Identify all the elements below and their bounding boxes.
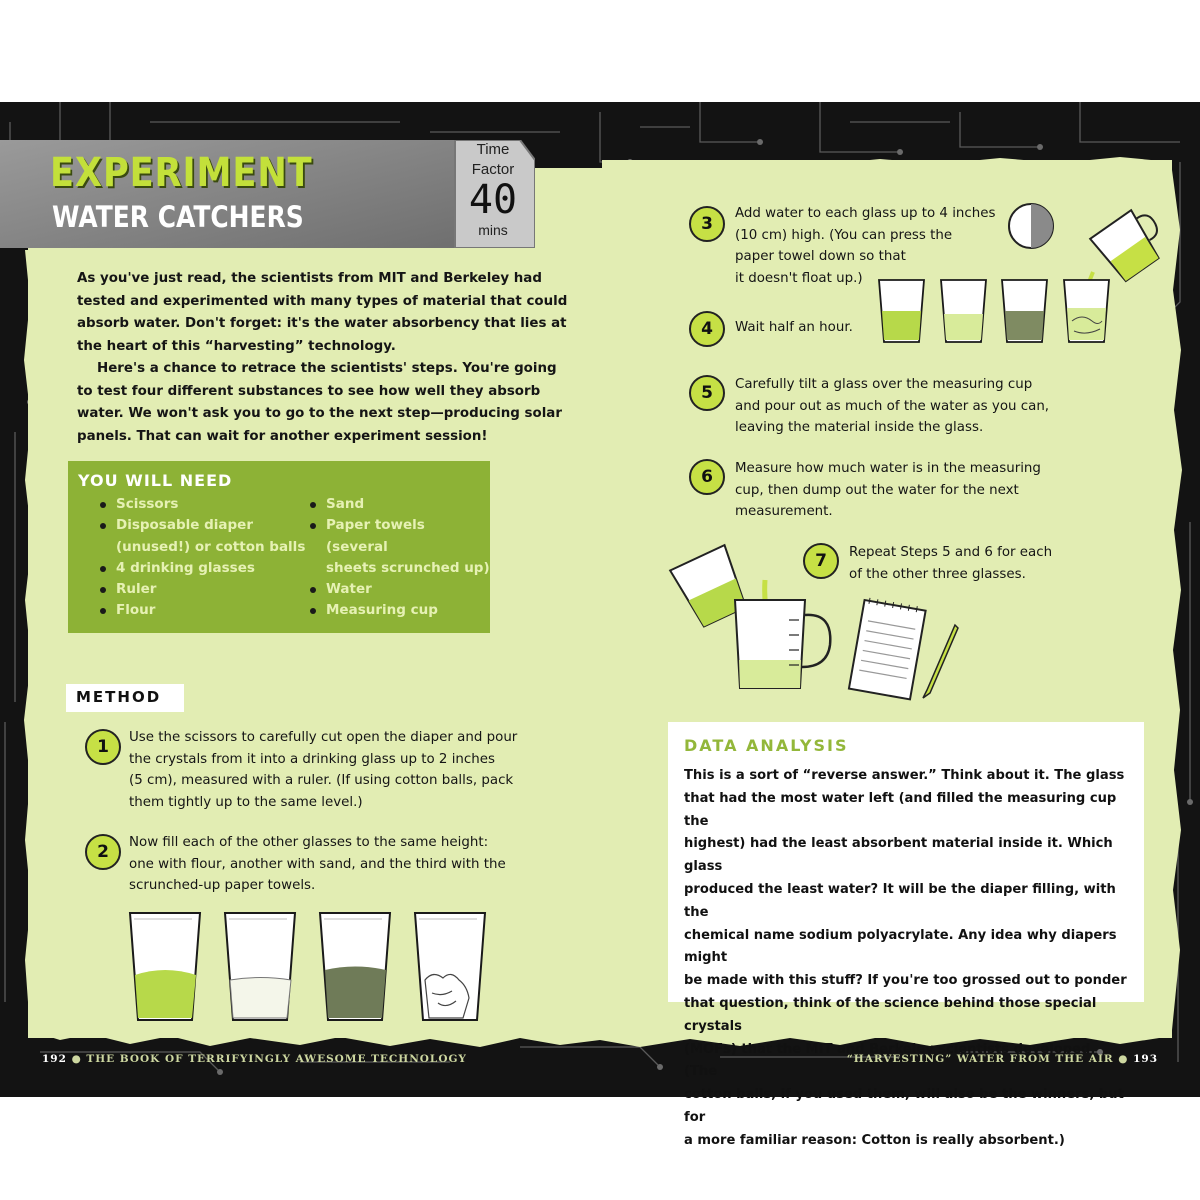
list-item: 4 drinking glasses — [96, 558, 305, 579]
supplies-list-2 — [306, 494, 490, 622]
bullet-icon — [100, 523, 106, 529]
list-item: Flour — [96, 600, 305, 621]
supplies-box — [68, 461, 490, 633]
footer-bullet-icon: ● — [71, 1053, 87, 1065]
footer-book-title: THE BOOK OF TERRIFYINGLY AWESOME TECHNOLOGY — [86, 1053, 467, 1065]
list-item: Paper towels (several — [306, 515, 490, 558]
bullet-icon — [310, 587, 316, 593]
list-item: Measuring cup — [306, 600, 490, 621]
step-5-text: Carefully tilt a glass over the measuring cup and pour out as much of the water as you can, leaving the material inside the glass. — [735, 377, 1050, 435]
data-analysis-text: This is a sort of “reverse answer.” Think about it. The glass that had the most water left (and filled the measuring cup the highest) had the least absorbent material inside it. Which glass produced the least water? It will be the diaper filling, with the chemical name sodium polyacrylate. Any idea why diapers might be made with this stuff? If you're too grossed out to ponder that question, think of the science behind those special crystals (MOFs) that the MIT and Berkeley scientists developed. (The cotton balls, if you used them, will also be the winners, but for a more familiar reason: Cotton is really absorbent.) — [684, 768, 1127, 1148]
time-factor-label: Time Factor — [471, 141, 515, 178]
bullet-icon — [310, 608, 316, 614]
step-2-text: Now fill each of the other glasses to the same height: one with flour, another with sand, and the third with the scrunched-up paper towels. — [129, 835, 506, 893]
footer-left — [42, 1053, 467, 1065]
footer-right — [847, 1053, 1158, 1065]
time-factor-unit: mins — [478, 222, 508, 238]
step-3-text: Add water to each glass up to 4 inches (10 cm) high. (You can press the paper towel down so that it doesn't float up.) — [735, 206, 996, 286]
page-title: WATER CATCHERS — [52, 200, 304, 234]
method-heading: METHOD — [66, 684, 184, 712]
list-item: (unused!) or cotton balls — [116, 538, 306, 555]
supplies-list-1 — [96, 494, 305, 622]
list-item: Water — [306, 579, 490, 600]
step-4-text: Wait half an hour. — [735, 320, 853, 335]
step-1-text: Use the scissors to carefully cut open the diaper and pour the crystals from it into a drinking glass up to 2 inches (5 cm), measured with a ruler. (If using cotton balls, pack them tightly up to the same level.) — [129, 730, 518, 810]
bullet-icon — [100, 587, 106, 593]
intro-paragraph-2: Here's a chance to retrace the scientists' steps. You're going to test four different substances to see how well they absorb water. We won't ask you to go to the next step—producing solar panels. That can wait for another experiment session! — [77, 361, 562, 444]
intro-paragraph-1: As you've just read, the scientists from MIT and Berkeley had tested and experimented with many types of material that could absorb water. Don't forget: it's the water absorbency that lies at the heart of this “harvesting” technology. — [77, 271, 568, 354]
list-item: Sand — [306, 494, 490, 515]
list-item: Scissors — [96, 494, 305, 515]
step-6-text: Measure how much water is in the measuring cup, then dump out the water for the next measurement. — [735, 461, 1041, 519]
step-2-number: 2 — [85, 834, 121, 870]
four-glasses-illustration — [120, 905, 520, 1030]
step-1-number: 1 — [85, 729, 121, 765]
footer-bullet-icon: ● — [1118, 1053, 1134, 1065]
data-analysis-title: DATA ANALYSIS — [684, 736, 849, 755]
four-small-glasses-illustration — [874, 276, 1119, 346]
list-item: sheets scrunched up) — [326, 559, 490, 576]
step-3-number: 3 — [689, 206, 725, 242]
step-5-number: 5 — [689, 375, 725, 411]
bullet-icon — [100, 608, 106, 614]
list-item: Ruler — [96, 579, 305, 600]
list-item: Disposable diaper — [96, 515, 305, 536]
bullet-icon — [100, 502, 106, 508]
step-7-number: 7 — [803, 543, 839, 579]
time-factor-value: 40 — [468, 177, 518, 223]
step-4-number: 4 — [689, 311, 725, 347]
footer-chapter-title: “HARVESTING” WATER FROM THE AIR — [846, 1053, 1114, 1065]
supplies-title: YOU WILL NEED — [78, 471, 233, 490]
step-6-number: 6 — [689, 459, 725, 495]
bullet-icon — [310, 523, 316, 529]
measuring-illustration — [665, 540, 965, 710]
page-number-right: 193 — [1133, 1053, 1158, 1065]
bullet-icon — [310, 502, 316, 508]
page-number-left: 192 — [42, 1053, 67, 1065]
bullet-icon — [100, 566, 106, 572]
experiment-label: EXPERIMENT — [50, 150, 313, 196]
step-7-text: Repeat Steps 5 and 6 for each of the other three glasses. — [849, 545, 1053, 582]
